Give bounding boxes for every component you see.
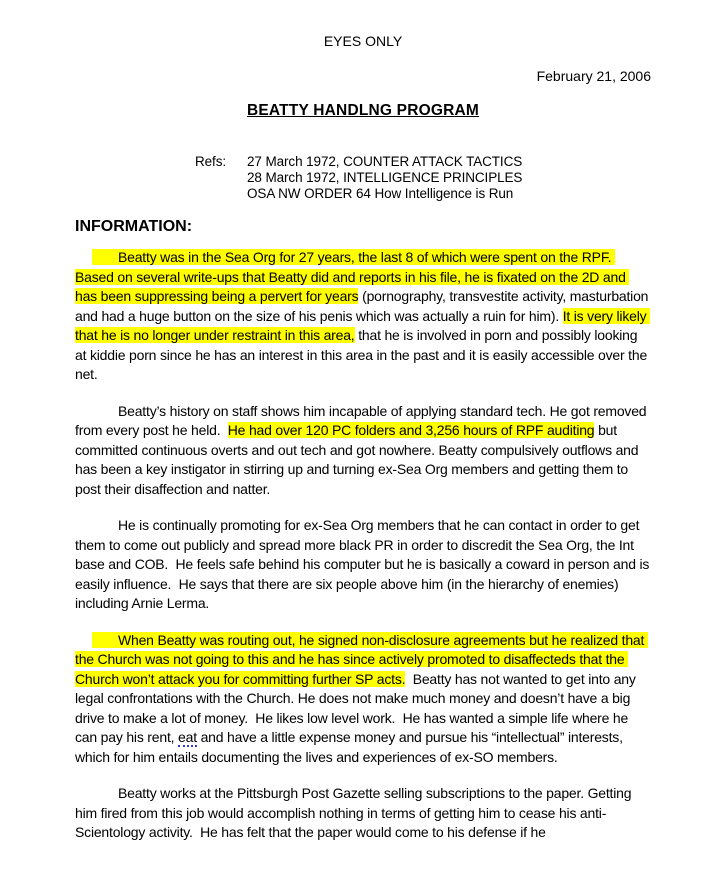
refs-label: Refs: (195, 154, 227, 169)
document-title: BEATTY HANDLNG PROGRAM (246, 102, 480, 119)
highlighted-text: When Beatty was routing out, he signed non-disclosure agreements but he realized that the Church was not going to this and he has since actively promoted to disaffecteds that the Church won’t attack you for committing further SP acts. (75, 631, 648, 687)
highlighted-text: It is very likely that he is no longer under restraint in this area, (75, 307, 651, 343)
highlighted-text: Beatty was in the Sea Org for 27 years, the last 8 of which were spent on the RPF. Based on several write-ups that Beatty did and reports in his file, he is fixated on the 2D and has been suppressing being a pervert for years (75, 249, 630, 304)
text-segment: Beatty works at the Pittsburgh Post Gazette selling subscriptions to the paper. Getting him fired from this job would accomplish nothing in terms of getting him to cease his anti-Scientology activity. He has felt that the paper would come to his defense if he (75, 785, 636, 840)
paragraph (75, 248, 651, 385)
classification-header: EYES ONLY (323, 33, 403, 49)
references-block (195, 154, 651, 202)
paragraph (75, 402, 651, 500)
highlighted-text: He had over 120 PC folders and 3,256 hours of RPF auditing (227, 422, 595, 438)
document-date: February 21, 2006 (536, 68, 651, 84)
section-heading: INFORMATION: (75, 218, 193, 235)
paragraph (75, 516, 651, 614)
text-segment: He is continually promoting for ex-Sea Org members that he can contact in order to get them to come out publicly and spread more black PR in order to discredit the Sea Org, the Int base and COB. He feels safe behind his computer but he is basically a coward in person and is easily influence. He says that there are six people above him (in the hierarchy of enemies) including Arnie Lerma. (75, 517, 653, 611)
paragraph (75, 784, 651, 843)
refs-list (247, 154, 522, 202)
ref-item: OSA NW ORDER 64 How Intelligence is Run (247, 186, 514, 201)
ref-item: 27 March 1972, COUNTER ATTACK TACTICS (247, 154, 523, 169)
text-segment: Beatty’s history on staff shows him incapable of applying standard tech. He got removed from every post he held. (75, 402, 651, 438)
text-segment: Beatty has not wanted to get into any legal confrontations with the Church. He does not make much money and doesn’t have a big drive to make a lot of money. He likes low level work. He has wanted a simple life where he can pay his rent, (75, 670, 640, 745)
ref-item: 28 March 1972, INTELLIGENCE PRINCIPLES (247, 170, 523, 185)
document-body (75, 248, 651, 843)
misspelled-word: eat (178, 729, 197, 745)
paragraph (75, 631, 651, 768)
text-segment: but committed continuous overts and out tech and got nowhere. Beatty compulsively outflows and has been a key instigator in stirring up and turning ex-Sea Org members and getting them to post their disaffection and natter. (75, 422, 643, 497)
text-segment: and have a little expense money and pursue his “intellectual” interests, which for him entails documenting the lives and experiences of ex-SO members. (75, 729, 627, 765)
text-segment: that he is involved in porn and possibly looking at kiddie porn since he has an interest in this area in the past and it is easily accessible over the net. (75, 327, 651, 382)
text-segment: (pornography, transvestite activity, masturbation and had a huge button on the size of his penis which was actually a ruin for him). (75, 288, 652, 324)
